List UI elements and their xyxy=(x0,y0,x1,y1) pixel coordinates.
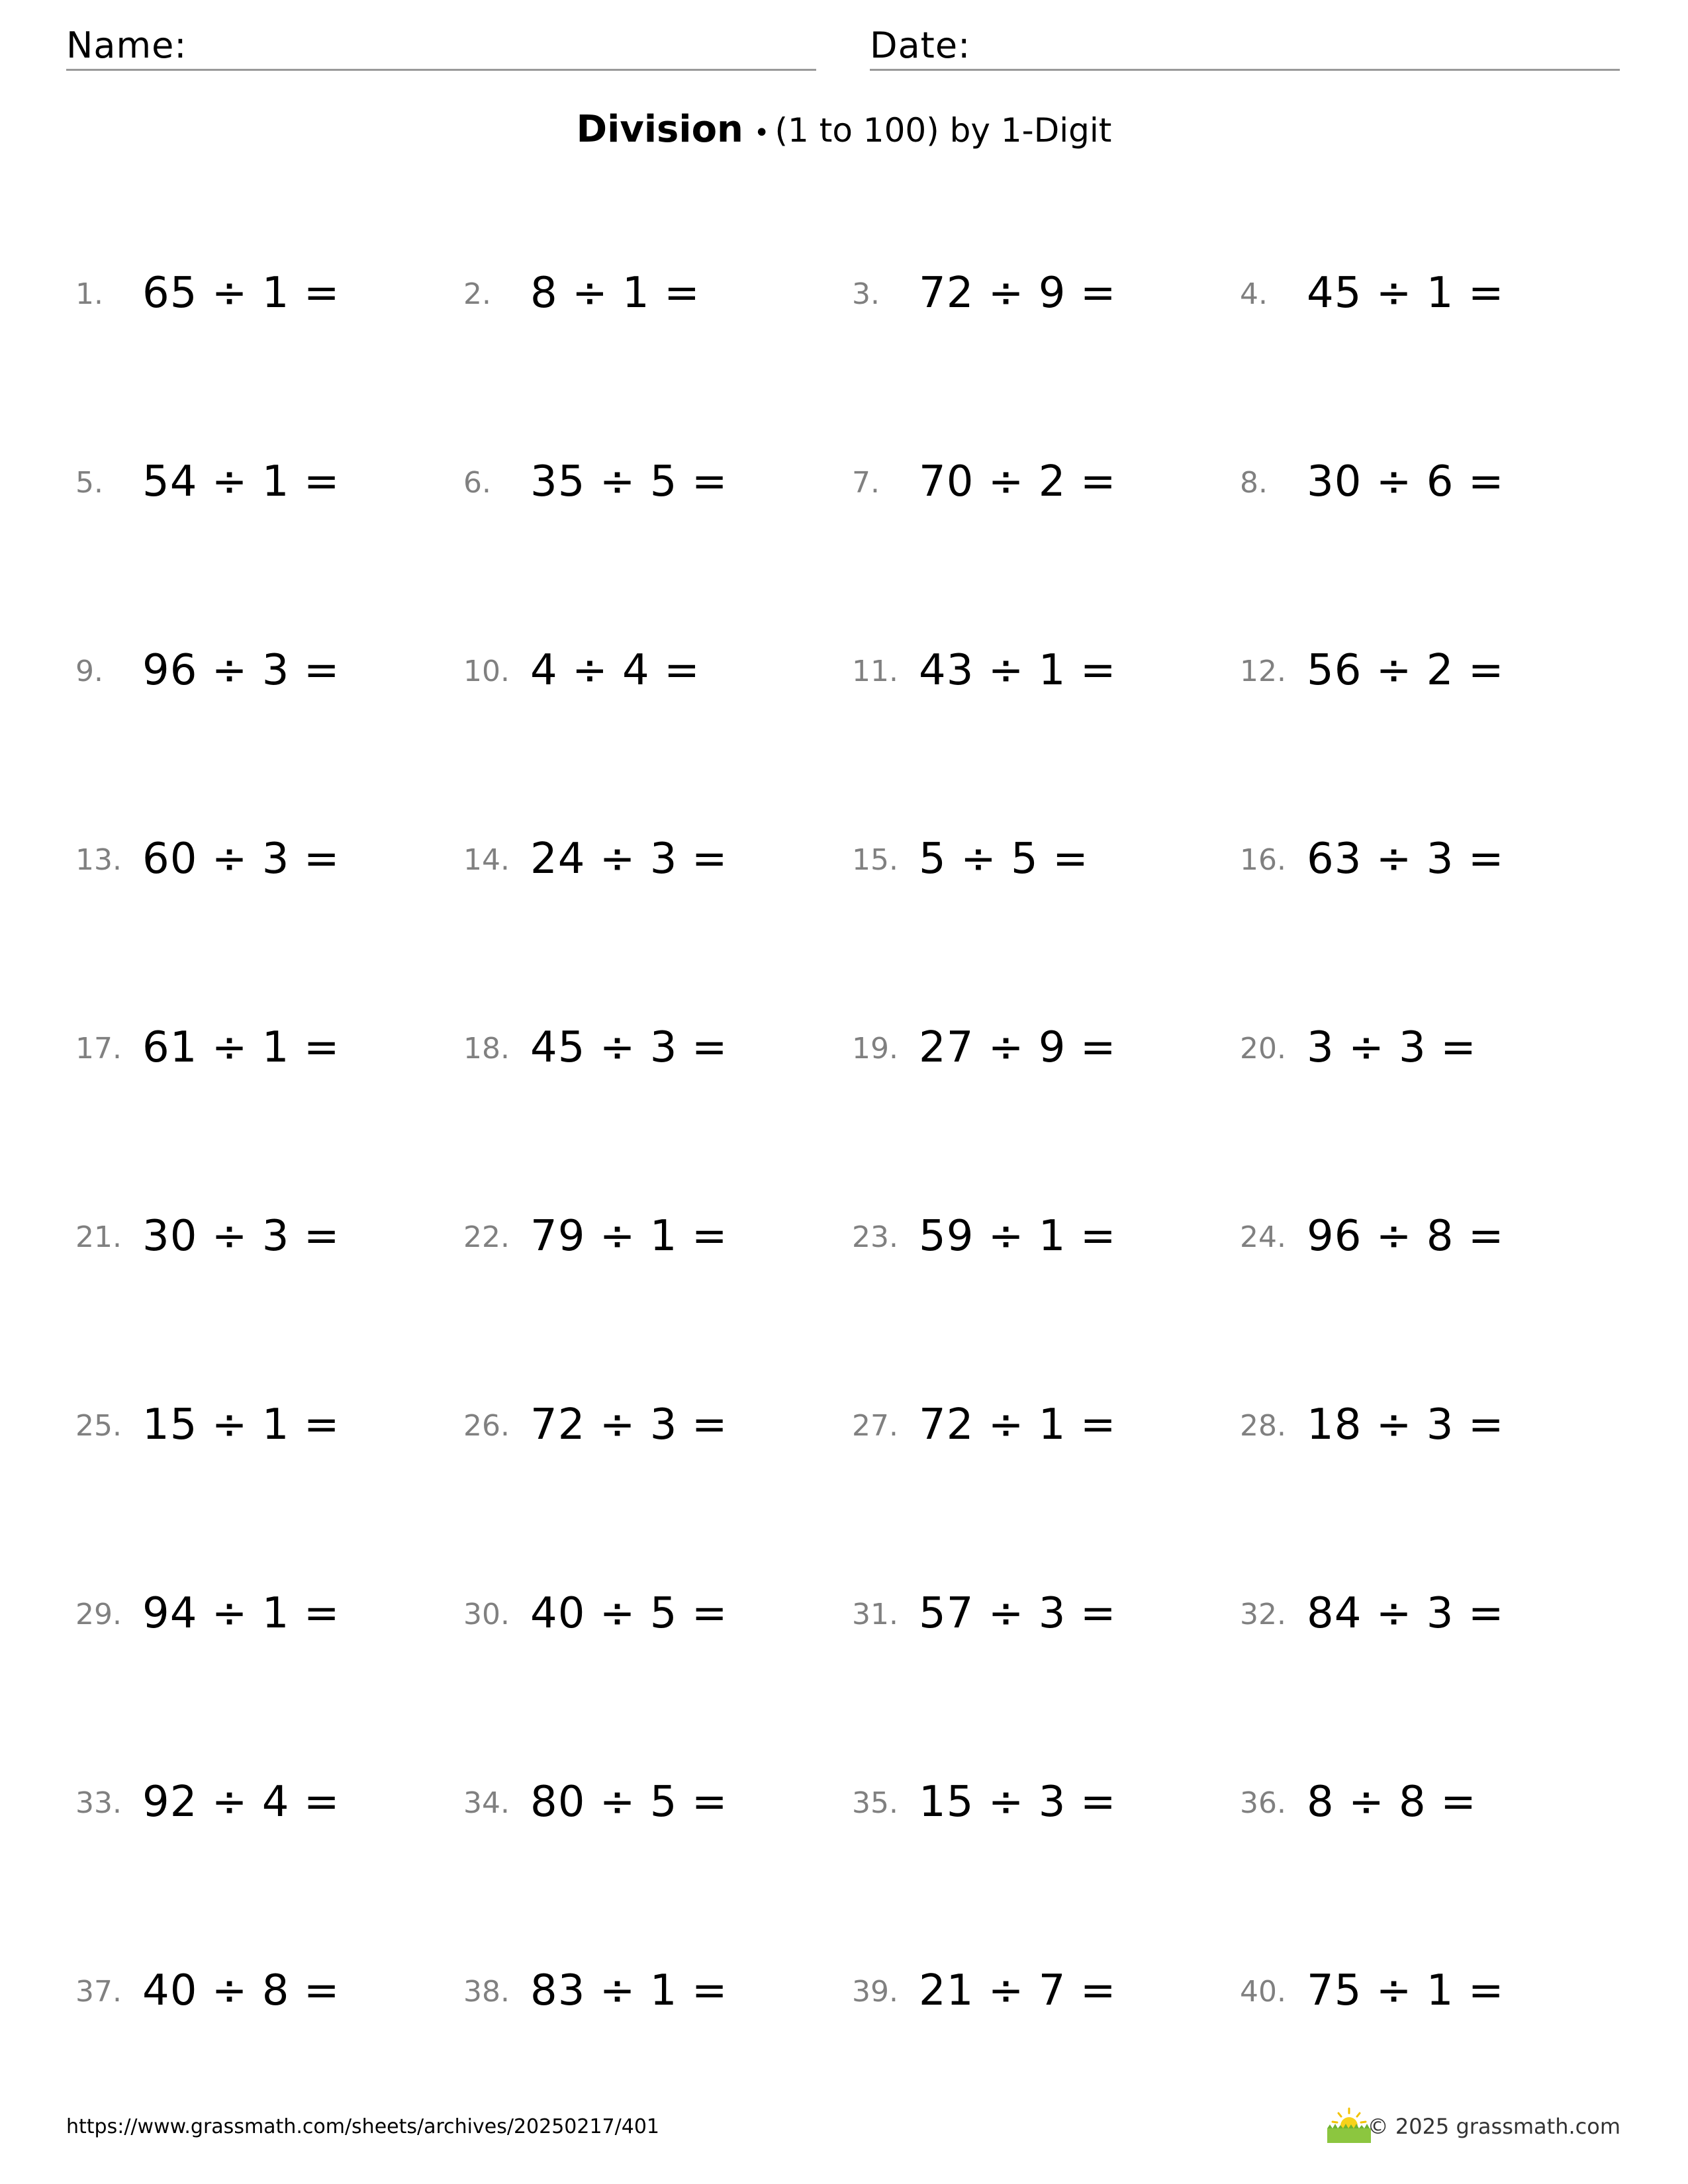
problem-item xyxy=(75,1014,446,1080)
problem-number: 28. xyxy=(1240,1409,1286,1443)
worksheet-title xyxy=(0,105,1688,158)
problem-expression: 43 ÷ 1 = xyxy=(919,646,1117,695)
problem-expression: 72 ÷ 1 = xyxy=(919,1400,1117,1449)
problem-item xyxy=(75,1768,446,1835)
problem-item xyxy=(463,259,834,326)
problem-expression: 57 ÷ 3 = xyxy=(919,1589,1117,1638)
problem-number: 35. xyxy=(852,1786,898,1820)
problem-number: 5. xyxy=(75,466,103,500)
problem-number: 26. xyxy=(463,1409,510,1443)
problem-item xyxy=(75,448,446,514)
problem-number: 38. xyxy=(463,1975,510,2009)
problem-number: 22. xyxy=(463,1220,510,1254)
problem-expression: 8 ÷ 8 = xyxy=(1307,1778,1477,1827)
problem-expression: 21 ÷ 7 = xyxy=(919,1966,1117,2015)
problem-item xyxy=(852,1014,1223,1080)
date-label: Date: xyxy=(870,24,971,66)
problem-expression: 96 ÷ 3 = xyxy=(142,646,340,695)
problem-number: 14. xyxy=(463,843,510,877)
problem-number: 12. xyxy=(1240,655,1286,688)
problem-item xyxy=(852,1203,1223,1269)
problem-item xyxy=(75,1580,446,1646)
problem-item xyxy=(463,825,834,891)
problem-number: 18. xyxy=(463,1032,510,1066)
problem-item xyxy=(852,1768,1223,1835)
problem-number: 9. xyxy=(75,655,103,688)
problem-item xyxy=(463,1580,834,1646)
problem-number: 20. xyxy=(1240,1032,1286,1066)
problem-number: 11. xyxy=(852,655,898,688)
problem-item xyxy=(1240,1203,1611,1269)
problem-item xyxy=(1240,825,1611,891)
problem-item xyxy=(1240,1957,1611,2023)
name-field[interactable] xyxy=(66,23,816,71)
problem-expression: 56 ÷ 2 = xyxy=(1307,646,1505,695)
problem-expression: 65 ÷ 1 = xyxy=(142,269,340,318)
problem-number: 25. xyxy=(75,1409,122,1443)
problem-expression: 24 ÷ 3 = xyxy=(530,835,728,884)
problem-expression: 84 ÷ 3 = xyxy=(1307,1589,1505,1638)
problem-number: 8. xyxy=(1240,466,1268,500)
problem-expression: 8 ÷ 1 = xyxy=(530,269,700,318)
problem-expression: 83 ÷ 1 = xyxy=(530,1966,728,2015)
problem-expression: 60 ÷ 3 = xyxy=(142,835,340,884)
problem-item xyxy=(852,1391,1223,1457)
problem-number: 30. xyxy=(463,1598,510,1631)
problem-item xyxy=(75,1391,446,1457)
problem-item xyxy=(852,637,1223,703)
problem-expression: 75 ÷ 1 = xyxy=(1307,1966,1505,2015)
problem-expression: 40 ÷ 5 = xyxy=(530,1589,728,1638)
problem-number: 39. xyxy=(852,1975,898,2009)
problem-item xyxy=(1240,1391,1611,1457)
problem-expression: 35 ÷ 5 = xyxy=(530,457,728,506)
problem-number: 19. xyxy=(852,1032,898,1066)
problem-number: 21. xyxy=(75,1220,122,1254)
problem-number: 1. xyxy=(75,277,103,311)
problem-expression: 45 ÷ 3 = xyxy=(530,1023,728,1072)
problem-expression: 27 ÷ 9 = xyxy=(919,1023,1117,1072)
problem-item xyxy=(75,259,446,326)
problem-number: 4. xyxy=(1240,277,1268,311)
problem-item xyxy=(1240,1014,1611,1080)
problem-number: 3. xyxy=(852,277,880,311)
title-main: Division xyxy=(576,108,743,151)
problem-number: 10. xyxy=(463,655,510,688)
grass-sun-logo-icon xyxy=(1326,2106,1372,2143)
problem-item xyxy=(1240,259,1611,326)
problem-item xyxy=(463,1768,834,1835)
problem-expression: 4 ÷ 4 = xyxy=(530,646,700,695)
problem-item xyxy=(463,637,834,703)
problem-expression: 92 ÷ 4 = xyxy=(142,1778,340,1827)
title-separator: • xyxy=(753,118,770,148)
problem-item xyxy=(1240,637,1611,703)
name-label: Name: xyxy=(66,24,187,66)
problem-expression: 94 ÷ 1 = xyxy=(142,1589,340,1638)
problem-item xyxy=(463,1203,834,1269)
problem-item xyxy=(75,825,446,891)
problem-number: 13. xyxy=(75,843,122,877)
problem-item xyxy=(75,1203,446,1269)
problem-item xyxy=(1240,448,1611,514)
problem-expression: 18 ÷ 3 = xyxy=(1307,1400,1505,1449)
title-subtitle: (1 to 100) by 1-Digit xyxy=(774,111,1112,150)
problem-number: 29. xyxy=(75,1598,122,1631)
footer-url: https://www.grassmath.com/sheets/archives/20250217/401 xyxy=(66,2115,660,2138)
problem-number: 34. xyxy=(463,1786,510,1820)
problem-expression: 79 ÷ 1 = xyxy=(530,1212,728,1261)
problem-expression: 96 ÷ 8 = xyxy=(1307,1212,1505,1261)
problem-item xyxy=(75,1957,446,2023)
problem-number: 23. xyxy=(852,1220,898,1254)
problem-item xyxy=(463,1014,834,1080)
problem-number: 32. xyxy=(1240,1598,1286,1631)
problem-expression: 15 ÷ 1 = xyxy=(142,1400,340,1449)
problem-expression: 54 ÷ 1 = xyxy=(142,457,340,506)
problem-expression: 61 ÷ 1 = xyxy=(142,1023,340,1072)
problem-item xyxy=(852,259,1223,326)
problem-number: 33. xyxy=(75,1786,122,1820)
problem-expression: 40 ÷ 8 = xyxy=(142,1966,340,2015)
problem-expression: 80 ÷ 5 = xyxy=(530,1778,728,1827)
problem-expression: 59 ÷ 1 = xyxy=(919,1212,1117,1261)
problem-number: 16. xyxy=(1240,843,1286,877)
problem-expression: 30 ÷ 6 = xyxy=(1307,457,1505,506)
problem-expression: 45 ÷ 1 = xyxy=(1307,269,1505,318)
date-field[interactable] xyxy=(870,23,1620,71)
problem-expression: 70 ÷ 2 = xyxy=(919,457,1117,506)
problem-item xyxy=(852,1580,1223,1646)
problem-expression: 72 ÷ 9 = xyxy=(919,269,1117,318)
problem-item xyxy=(852,825,1223,891)
problem-expression: 63 ÷ 3 = xyxy=(1307,835,1505,884)
problem-number: 15. xyxy=(852,843,898,877)
problem-number: 27. xyxy=(852,1409,898,1443)
problem-number: 40. xyxy=(1240,1975,1286,2009)
problem-item xyxy=(1240,1768,1611,1835)
problem-item xyxy=(463,1391,834,1457)
problem-item xyxy=(75,637,446,703)
problem-number: 6. xyxy=(463,466,491,500)
problem-item xyxy=(463,1957,834,2023)
problem-item xyxy=(1240,1580,1611,1646)
problem-number: 31. xyxy=(852,1598,898,1631)
problem-number: 36. xyxy=(1240,1786,1286,1820)
problem-number: 24. xyxy=(1240,1220,1286,1254)
problem-number: 2. xyxy=(463,277,491,311)
problem-expression: 15 ÷ 3 = xyxy=(919,1778,1117,1827)
problem-number: 37. xyxy=(75,1975,122,2009)
problem-expression: 30 ÷ 3 = xyxy=(142,1212,340,1261)
problem-expression: 3 ÷ 3 = xyxy=(1307,1023,1477,1072)
problem-item xyxy=(852,1957,1223,2023)
problem-item xyxy=(852,448,1223,514)
problem-item xyxy=(463,448,834,514)
problem-number: 7. xyxy=(852,466,880,500)
problem-expression: 5 ÷ 5 = xyxy=(919,835,1089,884)
problem-expression: 72 ÷ 3 = xyxy=(530,1400,728,1449)
problem-number: 17. xyxy=(75,1032,122,1066)
footer-copyright: © 2025 grassmath.com xyxy=(1367,2114,1620,2139)
